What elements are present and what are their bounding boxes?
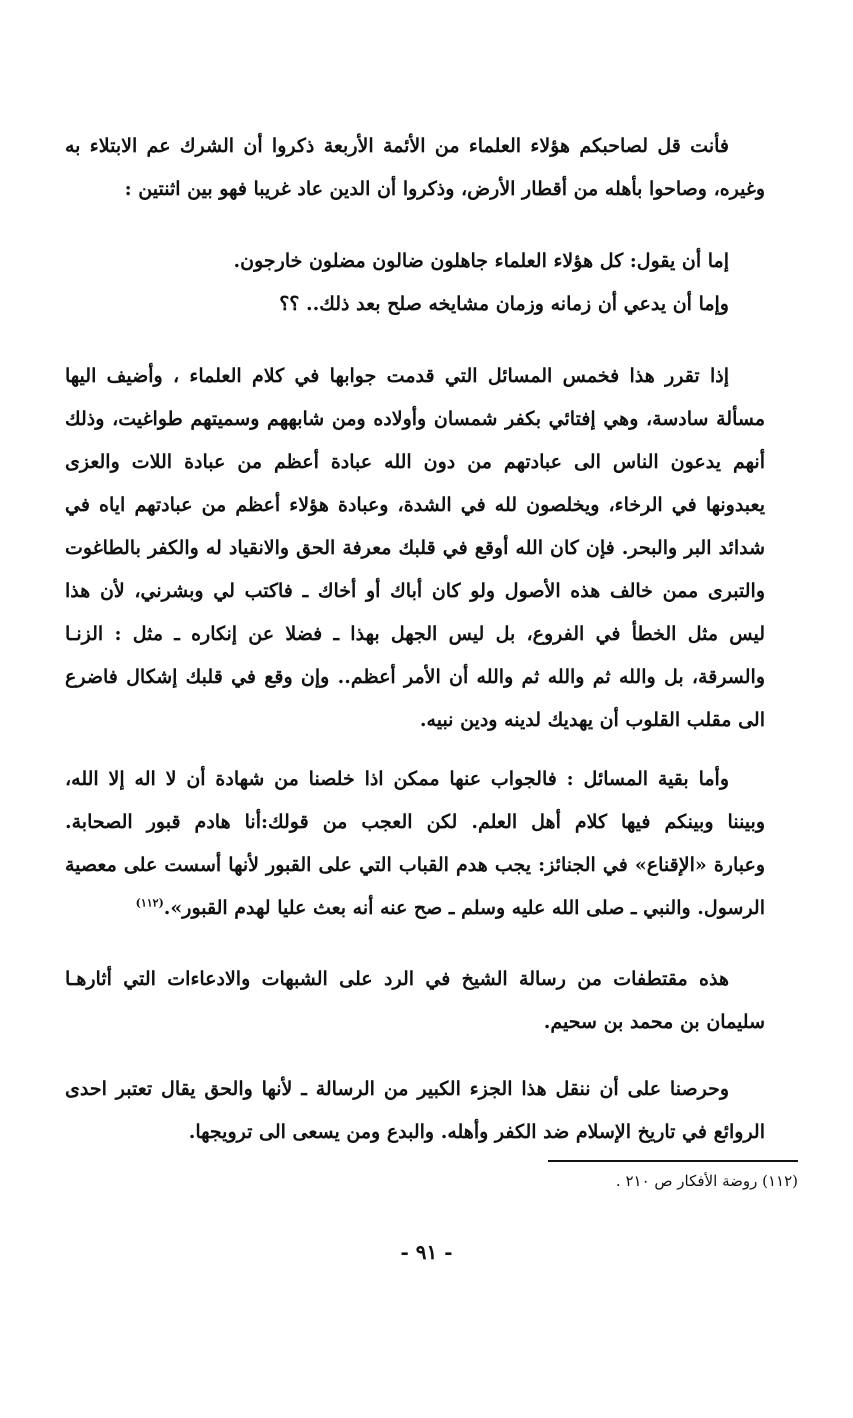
text-line: فأنت قل لصاحبكم هؤلاء العلماء من الأئمة الأربعة ذكروا أن الشرك عم الابتلاء به bbox=[65, 135, 729, 157]
paragraph-2 bbox=[65, 240, 765, 326]
text-line: الروائع في تاريخ الإسلام ضد الكفر وأهله. والبدع ومن يسعى الى ترويجها. bbox=[188, 1121, 765, 1143]
paragraph-3 bbox=[65, 355, 765, 742]
text-line: مسألة سادسة، وهي إفتائي بكفر شمسان وأولاده ومن شابههم وسميتهم طواغيت، وذلك bbox=[65, 408, 765, 430]
text-line: إذا تقرر هذا فخمس المسائل التي قدمت جوابها في كلام العلماء ، وأضيف اليها bbox=[65, 365, 729, 387]
text-line: وعبارة «الإقناع» في الجنائز: يجب هدم القباب التي على القبور لأنها أسست على معصية bbox=[65, 854, 765, 876]
footnote-reference: (١١٢) bbox=[135, 896, 164, 910]
text-line-with-footnote bbox=[65, 887, 765, 930]
footnote: (١١٢) روضة الأفكار ص ٢١٠ . bbox=[615, 1172, 798, 1190]
text-line: وحرصنا على أن ننقل هذا الجزء الكبير من الرسالة ـ لأنها والحق يقال تعتبر احدى bbox=[65, 1078, 729, 1100]
text-line: وأما بقية المسائل : فالجواب عنها ممكن اذا خلصنا من شهادة أن لا اله إلا الله، bbox=[65, 768, 729, 790]
footnote-divider bbox=[548, 1160, 798, 1162]
paragraph-6 bbox=[65, 1068, 765, 1154]
paragraph-1 bbox=[65, 125, 765, 211]
text-line: أنهم يدعون الناس الى عبادتهم من دون الله عبادة أعظم من عبادة اللات والعزى bbox=[65, 451, 765, 473]
text-line: والسرقة، بل والله ثم والله ثم والله أن الأمر أعظم.. وإن وقع في قلبك إشكال فاضرع bbox=[65, 666, 765, 688]
text-line: سليمان بن محمد بن سحيم. bbox=[543, 1011, 765, 1033]
paragraph-4 bbox=[65, 758, 765, 930]
text-line: والتبرى ممن خالف هذه الأصول ولو كان أباك أو أخاك ـ فاكتب لي وبشرني، لأن هذا bbox=[65, 580, 765, 602]
text-line: هذه مقتطفات من رسالة الشيخ في الرد على الشبهات والادعاءات التي أثارهـا bbox=[65, 968, 729, 990]
text-line: شدائد البر والبحر. فإن كان الله أوقع في قلبك معرفة الحق والانقياد له والكفر بالطاغوت bbox=[65, 537, 765, 559]
text-line: الرسول. والنبي ـ صلى الله عليه وسلم ـ صح عنه أنه بعث عليا لهدم القبور». bbox=[163, 897, 765, 919]
text-line: ليس مثل الخطأ في الفروع، بل ليس الجهل بهذا ـ فضلا عن إنكاره ـ مثل : الزنـا bbox=[65, 623, 765, 645]
page-number: - ٩١ - bbox=[400, 1240, 453, 1264]
text-line: الى مقلب القلوب أن يهديك لدينه ودين نبيه. bbox=[419, 709, 765, 731]
text-line: وغيره، وصاحوا بأهله من أقطار الأرض، وذكروا أن الدين عاد غريبا فهو بين اثنتين : bbox=[124, 178, 765, 200]
text-line: وبيننا وبينكم فيها كلام أهل العلم. لكن العجب من قولك:أنا هادم قبور الصحابة. bbox=[65, 811, 765, 833]
text-line: إما أن يقول: كل هؤلاء العلماء جاهلون ضالون مضلون خارجون. bbox=[233, 250, 729, 272]
text-line: يعبدونها في الرخاء، ويخلصون لله في الشدة، وعبادة هؤلاء أعظم من عبادتهم اياه في bbox=[65, 494, 765, 516]
paragraph-5 bbox=[65, 958, 765, 1044]
text-line: وإما أن يدعي أن زمانه وزمان مشايخه صلح بعد ذلك.. ؟؟ bbox=[279, 293, 729, 315]
